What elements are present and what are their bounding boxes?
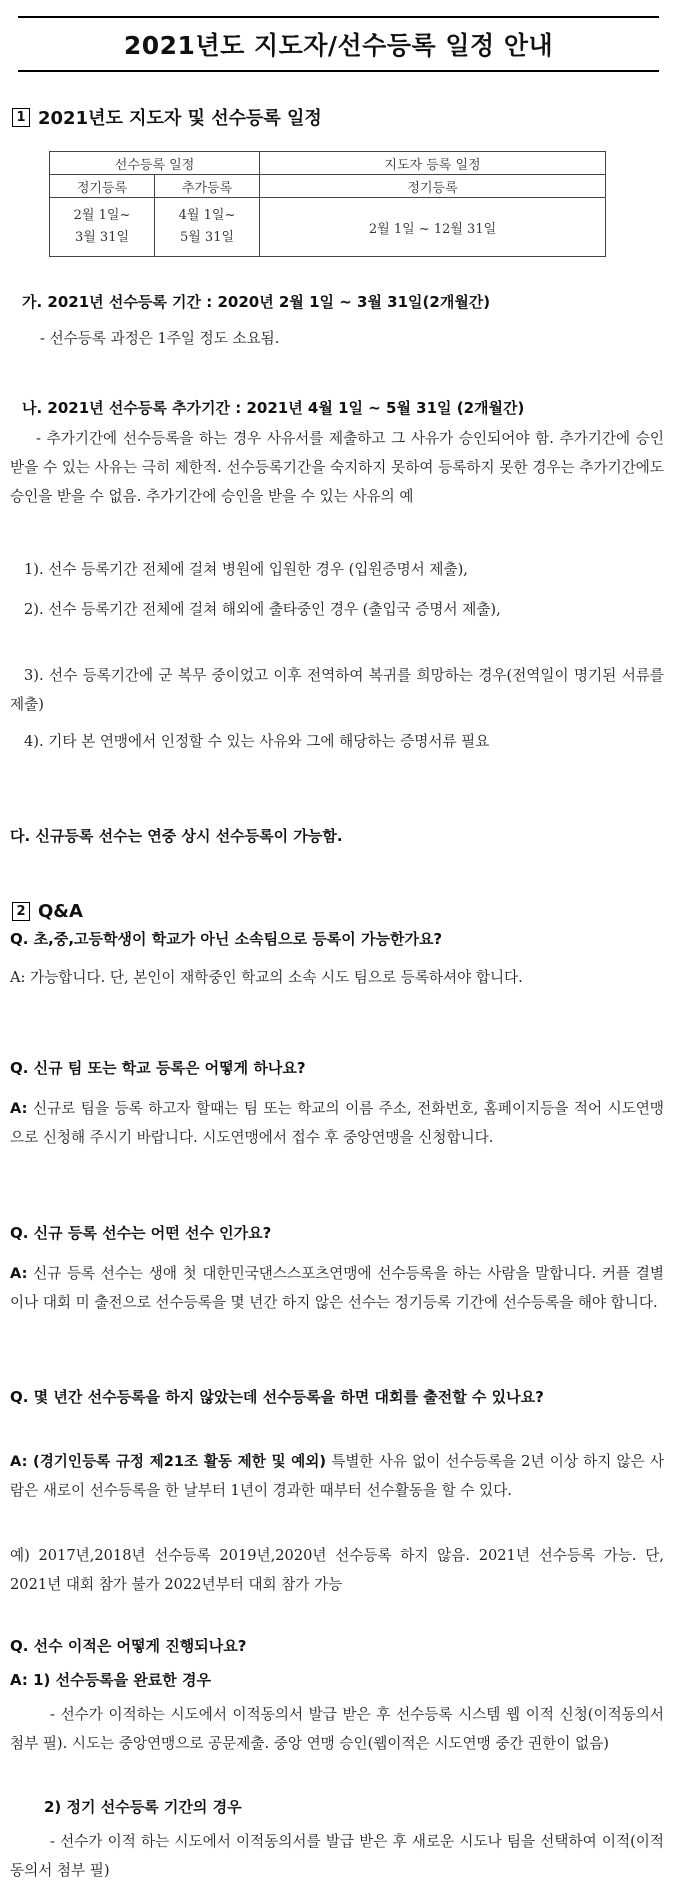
na-item-1: 1). 선수 등록기간 전체에 걸쳐 병원에 입원한 경우 (입원증명서 제출), xyxy=(24,561,468,578)
page-title: 2021년도 지도자/선수등록 일정 안내 xyxy=(18,16,659,72)
table-cell-coach-period: 2월 1일 ~ 12월 31일 xyxy=(260,198,606,257)
table-cell-regular: 정기등록 xyxy=(50,175,155,198)
na-item-4: 4). 기타 본 연맹에서 인정할 수 있는 사유와 그에 해당하는 증명서류 필요 xyxy=(24,733,490,750)
answer-1: A: 가능합니다. 단, 본인이 재학중인 학교의 소속 시도 팀으로 등록하셔야 합니다. xyxy=(10,969,523,986)
table-cell-additional-period xyxy=(155,198,260,257)
table-header-coach: 지도자 등록 일정 xyxy=(260,152,606,175)
question-4: Q. 몇 년간 선수등록을 하지 않았는데 선수등록을 하면 대회를 출전할 수 있나요? xyxy=(10,1388,544,1406)
na-item-3: 3). 선수 등록기간에 군 복무 중이었고 이후 전역하여 복귀를 희망하는 경우(전역일이 명기된 서류를 제출) xyxy=(10,667,664,713)
da-heading: 다. 신규등록 선수는 연중 상시 선수등록이 가능함. xyxy=(10,827,343,845)
schedule-table xyxy=(49,151,606,257)
answer-5-case-1-text: - 선수가 이적하는 시도에서 이적동의서 발급 받은 후 선수등록 시스템 웹 이적 신청(이적동의서 첨부 필). 시도는 중앙연맹으로 공문제출. 중앙 연맹 승인(웹이적은 시도연맹 중간 권한이 없음) xyxy=(10,1706,664,1752)
section-title: Q&A xyxy=(38,901,83,922)
na-item-2: 2). 선수 등록기간 전체에 걸쳐 해외에 출타중인 경우 (출입국 증명서 제출), xyxy=(24,601,501,618)
question-2: Q. 신규 팀 또는 학교 등록은 어떻게 하나요? xyxy=(10,1059,306,1077)
ga-heading: 가. 2021년 선수등록 기간 : 2020년 2월 1일 ~ 3월 31일(2개월간) xyxy=(22,293,491,311)
na-heading: 나. 2021년 선수등록 추가기간 : 2021년 4월 1일 ~ 5월 31일 (2개월간) xyxy=(22,399,525,417)
ga-note: - 선수등록 과정은 1주일 정도 소요됨. xyxy=(40,330,280,347)
period-end: 3월 31일 xyxy=(74,230,130,245)
section-number-box: 1 xyxy=(12,108,30,127)
table-cell-coach-regular: 정기등록 xyxy=(260,175,606,198)
answer-label: A: (경기인등록 규정 제21조 활동 제한 및 예외) xyxy=(10,1453,327,1470)
table-cell-regular-period xyxy=(50,198,155,257)
answer-label: A: xyxy=(10,1265,28,1282)
period-end: 5월 31일 xyxy=(179,230,235,245)
table-cell-additional: 추가등록 xyxy=(155,175,260,198)
answer-4 xyxy=(10,1447,664,1505)
answer-5-case-2: 2) 정기 선수등록 기간의 경우 xyxy=(44,1798,242,1816)
section-title: 2021년도 지도자 및 선수등록 일정 xyxy=(38,108,322,129)
section-number-box: 2 xyxy=(12,902,30,921)
question-3: Q. 신규 등록 선수는 어떤 선수 인가요? xyxy=(10,1224,272,1242)
answer-3 xyxy=(10,1259,664,1317)
period-start: 2월 1일~ xyxy=(73,208,131,223)
answer-text: 신규로 팀을 등록 하고자 할때는 팀 또는 학교의 이름 주소, 전화번호, 홈페이지등을 적어 시도연맹으로 신청해 주시기 바랍니다. 시도연맹에서 접수 후 중앙연맹을 신청합니다. xyxy=(10,1100,664,1146)
answer-2 xyxy=(10,1094,664,1152)
question-5: Q. 선수 이적은 어떻게 진행되나요? xyxy=(10,1637,247,1655)
answer-text: 신규 등록 선수는 생애 첫 대한민국댄스스포츠연맹에 선수등록을 하는 사람을 말합니다. 커플 결별이나 대회 미 출전으로 선수등록을 몇 년간 하지 않은 선수는 정기등록 기간에 선수등록을 해야 합니다. xyxy=(10,1265,664,1311)
na-paragraph: - 추가기간에 선수등록을 하는 경우 사유서를 제출하고 그 사유가 승인되어야 함. 추가기간에 승인받을 수 있는 사유는 극히 제한적. 선수등록기간을 숙지하지 못하여 등록하지 못한 경우는 추가기간에도 승인을 받을 수 없음. 추가기간에 승인을 받을 수 있는 사유의 예 xyxy=(10,430,664,505)
table-header-player: 선수등록 일정 xyxy=(50,152,260,175)
question-1: Q. 초,중,고등학생이 학교가 아닌 소속팀으로 등록이 가능한가요? xyxy=(10,930,443,948)
answer-text: 특별한 사유 없이 선수등록을 2년 이상 하지 않은 사람은 새로이 선수등록을 한 날부터 1년이 경과한 때부터 선수활동을 할 수 있다. xyxy=(10,1453,664,1499)
answer-4-example: 예) 2017년,2018년 선수등록 2019년,2020년 선수등록 하지 않음. 2021년 선수등록 가능. 단, 2021년 대회 참가 불가 2022년부터 대회 참가 가능 xyxy=(10,1547,664,1593)
answer-5-case-1: A: 1) 선수등록을 완료한 경우 xyxy=(10,1671,211,1689)
section-1-heading xyxy=(12,104,322,130)
answer-label: A: xyxy=(10,1100,28,1117)
period-start: 4월 1일~ xyxy=(178,208,236,223)
answer-5-case-2-text: - 선수가 이적 하는 시도에서 이적동의서를 발급 받은 후 새로운 시도나 팀을 선택하여 이적(이적동의서 첨부 필) xyxy=(10,1833,664,1879)
section-2-heading xyxy=(12,901,83,922)
